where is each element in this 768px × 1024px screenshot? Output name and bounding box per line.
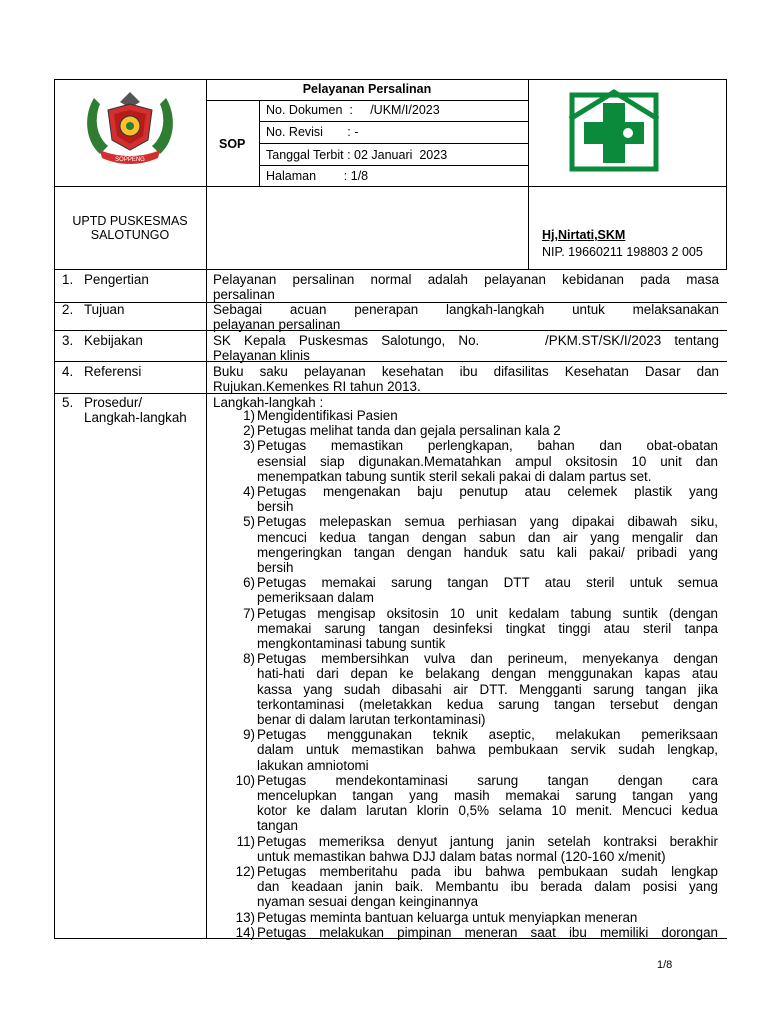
soppeng-logo — [78, 88, 182, 172]
step-line: Petugas memakai sarung tangan DTT atau steril untuk semua — [257, 575, 718, 591]
section-content — [213, 364, 719, 394]
step-line: Petugas membersihkan vulva dan perineum, menyekanya dengan — [257, 651, 718, 667]
step-line: kassa yang sudah dibasahi air DTT. Mengganti sarung tangan jika — [257, 681, 718, 697]
section-number: 2. — [62, 302, 74, 317]
step-number: 1) — [243, 408, 255, 423]
content-line: Pelayanan persalinan normal adalah pelayanan kebidanan pada masa — [213, 272, 719, 287]
section-label: Kebijakan — [84, 333, 143, 348]
step-number: 9) — [243, 727, 255, 743]
content-line: Pelayanan klinis — [213, 348, 310, 363]
step-number: 8) — [243, 651, 255, 667]
header-bottom-line — [54, 269, 727, 270]
puskesmas-cross-icon — [566, 89, 662, 173]
step-line: nyaman sesuai dengan keinginannya — [257, 894, 479, 910]
step-line: Petugas mengenakan baju penutup atau celemek plastik yang — [257, 484, 718, 499]
signer-nip: NIP. 19660211 198803 2 005 — [542, 245, 703, 259]
content-line: SK Kepala Puskesmas Salotungo, No. /PKM.ST/SK/I/2023 tentang — [213, 333, 719, 348]
no-revisi: No. Revisi : - — [266, 125, 359, 139]
step-line: benar di dalam larutan terkontaminasi) — [257, 712, 486, 727]
step-line: lakukan amniotomi — [257, 757, 369, 773]
step-line: Petugas melepaskan semua perhiasan yang dipakai dibawah siku, — [257, 514, 718, 530]
step-line: mencuci kedua tangan dengan sabun dan air yang mengalir dan — [257, 529, 718, 545]
step-line: Petugas memberitahu pada ibu bahwa pembukaan sudah lengkap — [257, 864, 718, 879]
step-line: memakai sarung tangan desinfeksi tingkat tinggi atau steril tanpa — [257, 620, 718, 636]
step-line: dalam untuk memastikan bahwa pembukaan servik sudah lengkap, — [257, 742, 718, 758]
header-col-divider-1 — [206, 79, 207, 939]
section-content — [213, 272, 719, 302]
meta-row-line-3 — [259, 165, 528, 166]
step-line: kotor ke dalam larutan klorin 0,5% selama 10 menit. Mencuci kedua — [257, 803, 718, 819]
table-top-border — [54, 79, 727, 80]
sop-label: SOP — [219, 137, 246, 151]
content-line: Buku saku pelayanan kesehatan ibu difasilitas Kesehatan Dasar dan — [213, 364, 719, 379]
step-line: Mengidentifikasi Pasien — [257, 408, 398, 423]
step-line: terkontaminasi (meletakkan kedua sarung tangan tersebut dengan — [257, 696, 718, 712]
tanggal-terbit: Tanggal Terbit : 02 Januari 2023 — [266, 148, 448, 162]
step-number: 7) — [243, 605, 255, 621]
step-number: 2) — [243, 423, 255, 439]
step-line: mencelupkan tangan yang masih memakai sarung tangan yang — [257, 788, 718, 803]
step-line: Petugas melihat tanda dan gejala persalinan kala 2 — [257, 423, 561, 439]
content-line: Rujukan.Kemenkes RI tahun 2013. — [213, 379, 421, 394]
soppeng-emblem-icon — [78, 88, 182, 172]
step-number: 12) — [235, 864, 255, 879]
section-number: 1. — [62, 272, 74, 287]
org-name-line2: SALOTUNGO — [90, 228, 170, 242]
title-underline — [206, 100, 528, 101]
header-mid-line — [54, 186, 727, 187]
content-line: persalinan — [213, 287, 275, 302]
step-number: 5) — [243, 514, 255, 530]
section-label-line2: Langkah-langkah — [84, 410, 187, 425]
step-line: Petugas memeriksa denyut jantung janin setelah kontraksi berakhir — [257, 833, 718, 849]
section-content — [213, 302, 719, 332]
step-number: 10) — [235, 772, 255, 788]
document-title: Pelayanan Persalinan — [302, 82, 432, 96]
header-col-divider-2 — [528, 79, 529, 269]
step-line: Petugas mendekontaminasi sarung tangan dengan cara — [257, 772, 718, 788]
no-dokumen: No. Dokumen : /UKM/I/2023 — [266, 103, 440, 117]
step-line: untuk memastikan bahwa DJJ dalam batas normal (120-160 x/menit) — [257, 848, 666, 864]
step-line: esensial siap digunakan.Mematahkan ampul oksitosin 10 unit dan — [257, 453, 718, 469]
table-left-border — [54, 79, 55, 939]
page-number: 1/8 — [657, 959, 673, 971]
org-name-line1: UPTD PUSKESMAS — [72, 214, 188, 228]
section-number: 3. — [62, 333, 74, 348]
signer-name: Hj,Nirtati,SKM — [542, 228, 626, 242]
content-line: pelayanan persalinan — [213, 317, 341, 332]
section-label: Referensi — [84, 364, 142, 379]
section-number: 4. — [62, 364, 74, 379]
step-line: pemeriksaan dalam — [257, 590, 374, 606]
step-line: Petugas mengisap oksitosin 10 unit kedalam tabung suntik (dengan — [257, 605, 718, 621]
svg-text:SOPPENG: SOPPENG — [115, 157, 145, 163]
meta-row-line-2 — [259, 143, 528, 144]
step-number: 4) — [243, 484, 255, 499]
step-number: 11) — [236, 833, 255, 849]
step-line: menempatkan tabung suntik steril sekali pakai di dalam partus set. — [257, 468, 652, 484]
section-number: 5. — [62, 395, 74, 410]
step-line: Petugas memastikan perlengkapan, bahan dan obat-obatan — [257, 438, 718, 454]
step-line: Petugas meminta bantuan keluarga untuk menyiapkan meneran — [257, 909, 638, 925]
step-line: mengeringkan tangan dengan handuk satu kali pakai/ pribadi yang — [257, 544, 718, 560]
procedure-intro: Langkah-langkah : — [213, 395, 324, 410]
table-right-border — [726, 79, 727, 269]
section-label: Prosedur/ — [84, 395, 143, 410]
section-label: Tujuan — [84, 302, 125, 317]
step-number: 3) — [243, 438, 255, 454]
step-number: 6) — [243, 575, 255, 591]
meta-row-line-1 — [259, 121, 528, 122]
step-line: Petugas menggunakan teknik aseptic, melakukan pemeriksaan — [257, 727, 718, 743]
section-content — [213, 333, 719, 363]
content-line: Sebagai acuan penerapan langkah-langkah untuk melaksanakan — [213, 302, 719, 317]
step-line: hati-hati dari depan ke belakang dengan menggunakan kapas atau — [257, 666, 718, 682]
puskesmas-logo — [566, 89, 662, 173]
section-label: Pengertian — [84, 272, 149, 287]
step-number: 14) — [235, 924, 255, 940]
step-line: bersih — [257, 499, 294, 515]
step-line: mengkontaminasi tabung suntik — [257, 636, 446, 651]
step-line: dan keadaan janin baik. Membantu ibu berada dalam posisi yang — [257, 879, 718, 895]
step-line: tangan — [257, 818, 298, 834]
step-line: bersih — [257, 560, 294, 575]
halaman: Halaman : 1/8 — [266, 169, 369, 183]
step-line: Petugas melakukan pimpinan meneran saat ibu memiliki dorongan — [257, 924, 718, 940]
step-number: 13) — [235, 909, 255, 925]
